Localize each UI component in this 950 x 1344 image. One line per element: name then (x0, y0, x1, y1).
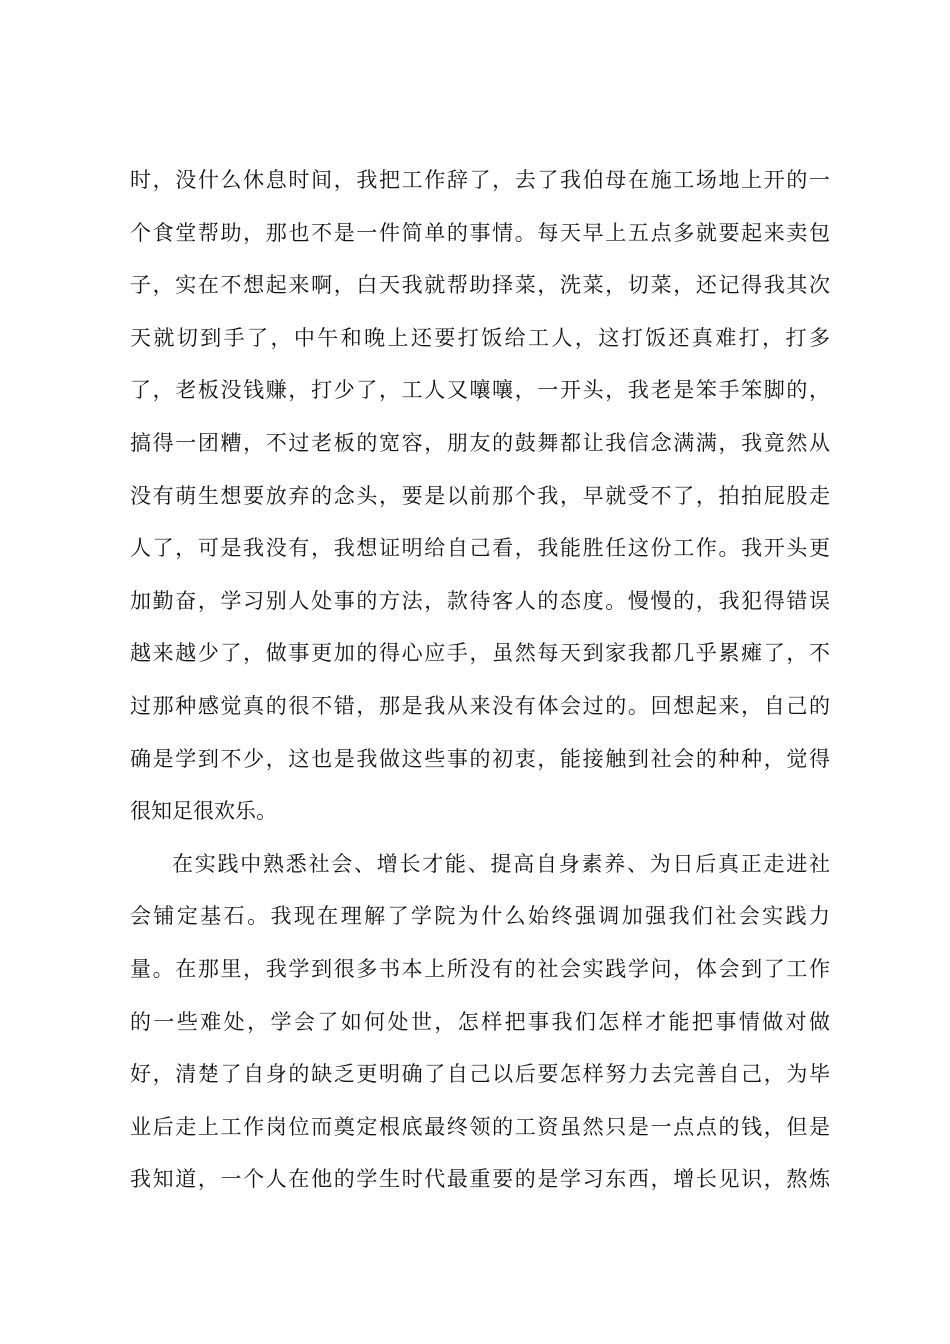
text-line: 很知足很欢乐。 (130, 799, 277, 824)
text-line: 业后走上工作岗位而奠定根底最终领的工资虽然只是一点点的钱，但是 (130, 1114, 830, 1139)
text-line: 子，实在不想起来啊，白天我就帮助择菜，洗菜，切菜，还记得我其次 (130, 273, 830, 298)
text-line: 的一些难处，学会了如何处世，怎样把事我们怎样才能把事情做对做 (130, 1009, 830, 1034)
text-line: 确是学到不少，这也是我做这些事的初衷，能接触到社会的种种，觉得 (130, 746, 830, 771)
text-line: 会铺定基石。我现在理解了学院为什么始终强调加强我们社会实践力 (130, 904, 830, 929)
paragraph (130, 838, 830, 1206)
text-line: 搞得一团糟，不过老板的宽容，朋友的鼓舞都让我信念满满，我竟然从 (130, 430, 830, 455)
text-line: 天就切到手了，中午和晚上还要打饭给工人，这打饭还真难打，打多 (130, 325, 830, 350)
text-line: 没有萌生想要放弃的念头，要是以前那个我，早就受不了，拍拍屁股走 (130, 483, 830, 508)
text-line: 好，清楚了自身的缺乏更明确了自己以后要怎样努力去完善自己，为毕 (130, 1062, 830, 1087)
text-line: 在实践中熟悉社会、增长才能、提高自身素养、为日后真正走进社 (172, 851, 830, 876)
text-line: 时，没什么休息时间，我把工作辞了，去了我伯母在施工场地上开的一 (130, 168, 830, 192)
text-line: 人了，可是我没有，我想证明给自己看，我能胜任这份工作。我开头更 (130, 536, 830, 561)
text-line: 个食堂帮助，那也不是一件简单的事情。每天早上五点多就要起来卖包 (130, 220, 830, 245)
text-line: 我知道，一个人在他的学生时代最重要的是学习东西，增长见识，熬炼 (130, 1167, 830, 1192)
text-line: 量。在那里，我学到很多书本上所没有的社会实践学问，体会到了工作 (130, 956, 830, 981)
text-line: 越来越少了，做事更加的得心应手，虽然每天到家我都几乎累瘫了，不 (130, 641, 830, 666)
body-text (130, 154, 830, 1206)
text-line: 了，老板没钱赚，打少了，工人又嚷嚷，一开头，我老是笨手笨脚的， (130, 378, 830, 403)
text-line: 过那种感觉真的很不错，那是我从来没有体会过的。回想起来，自己的 (130, 693, 830, 718)
text-line: 加勤奋，学习别人处事的方法，款待客人的态度。慢慢的，我犯得错误 (130, 588, 830, 613)
paragraph (130, 154, 830, 838)
